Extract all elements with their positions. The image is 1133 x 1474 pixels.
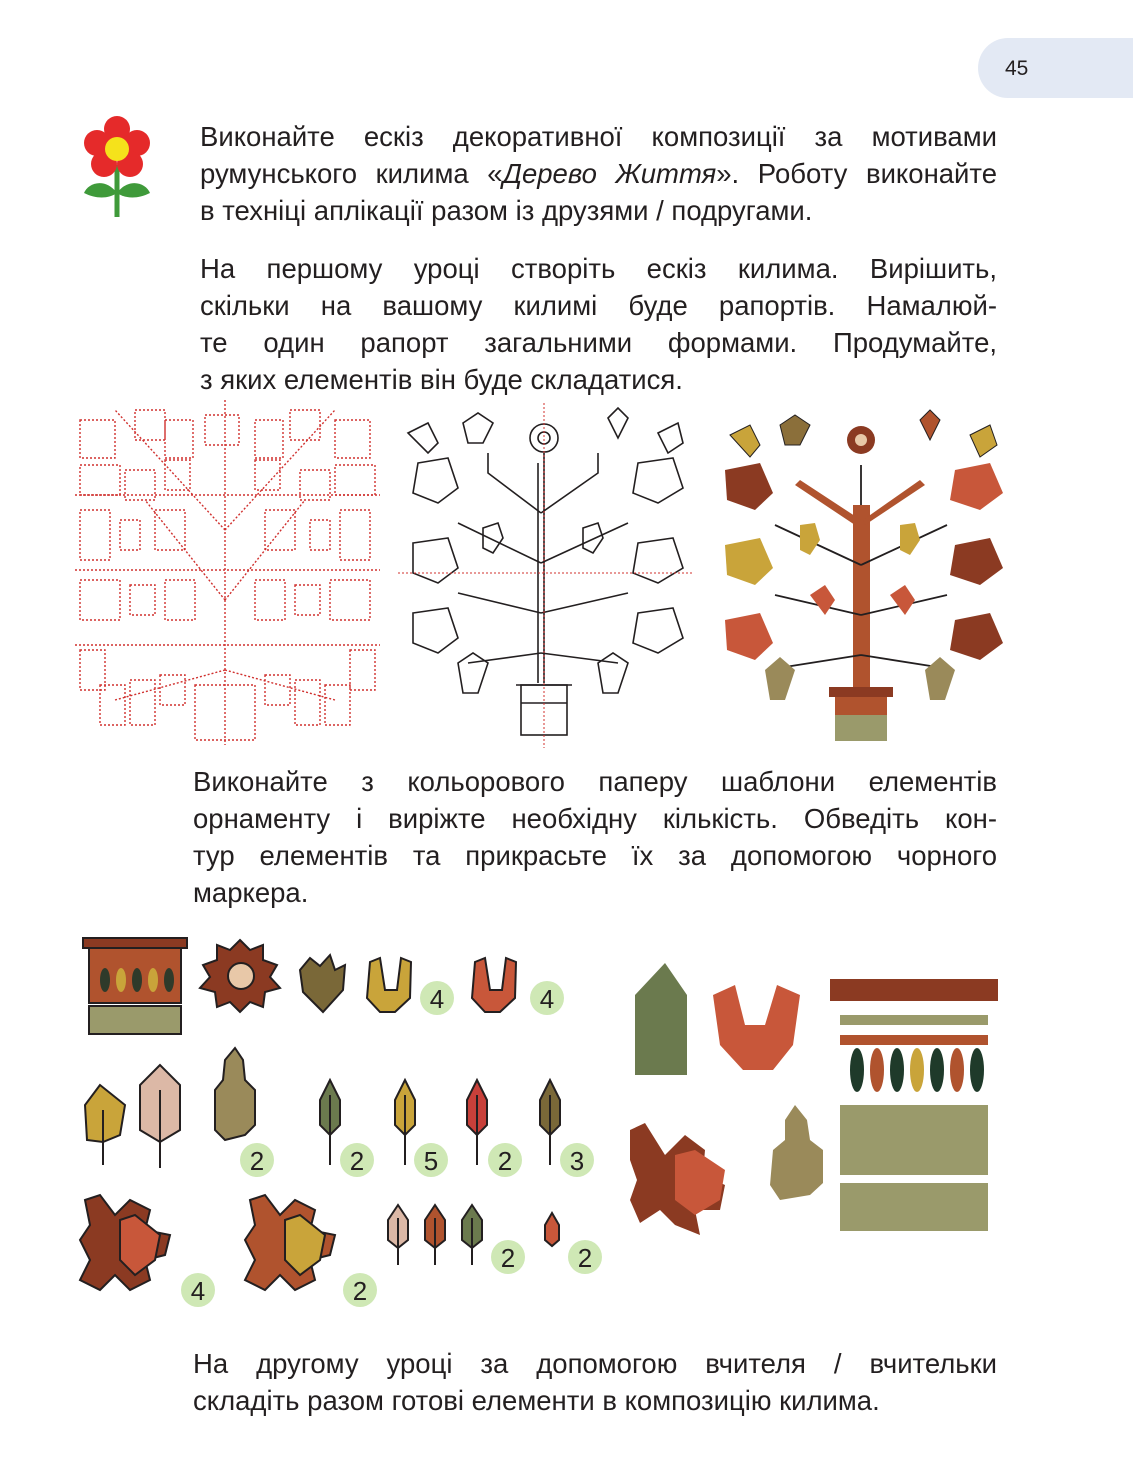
sketch-grid-illustration bbox=[75, 400, 380, 745]
templates-line-2: орнаменту і виріжте необхідну кількість. Обведіть кон- bbox=[193, 803, 997, 834]
count-star-yellow: 2 bbox=[352, 1276, 368, 1306]
carpet-title: Дерево Життя bbox=[502, 158, 717, 189]
templates-line-3: тур елементів та прикрасьте їх за допомогою чорного bbox=[193, 840, 997, 871]
lesson-two-paragraph bbox=[193, 1345, 997, 1419]
sketch-color-illustration bbox=[715, 405, 1008, 745]
intro-line-2: румунського килима «Дерево Життя». Роботу виконайте bbox=[200, 158, 997, 189]
count-tulip-yellow: 4 bbox=[429, 984, 445, 1014]
lesson-one-line-1: На першому уроці створіть ескіз килима. Вирішить, bbox=[200, 253, 997, 284]
count-small-leaves: 2 bbox=[500, 1243, 516, 1273]
ornament-elements-illustration bbox=[75, 930, 610, 1320]
lesson-two-line-1: На другому уроці за допомогою вчителя / вчительки bbox=[193, 1348, 997, 1379]
large-templates-illustration bbox=[625, 955, 1005, 1235]
lesson-two-line-2: складіть разом готові елементи в композицію килима. bbox=[193, 1385, 880, 1416]
templates-line-4: маркера. bbox=[193, 877, 309, 908]
templates-paragraph bbox=[193, 763, 997, 911]
sketch-outline-illustration bbox=[398, 403, 694, 748]
count-leaf-yellow: 5 bbox=[423, 1146, 439, 1176]
lesson-one-line-3: те один рапорт загальними формами. Продумайте, bbox=[200, 327, 997, 358]
templates-line-1: Виконайте з кольорового паперу шаблони елементів bbox=[193, 766, 997, 797]
intro-line-1: Виконайте ескіз декоративної композиції за мотивами bbox=[200, 121, 997, 152]
lesson-one-paragraph bbox=[200, 250, 997, 398]
count-star-red: 4 bbox=[190, 1276, 206, 1306]
intro-paragraph bbox=[200, 118, 997, 229]
count-tiny-leaf: 2 bbox=[577, 1243, 593, 1273]
flower-icon bbox=[80, 115, 155, 220]
lesson-one-line-4: з яких елементів він буде складатися. bbox=[200, 364, 683, 395]
page-number: 45 bbox=[1005, 57, 1029, 80]
count-leaf-green: 2 bbox=[349, 1146, 365, 1176]
lesson-one-line-2: скільки на вашому килимі буде рапортів. Намалюй- bbox=[200, 290, 997, 321]
page-number-tab bbox=[978, 38, 1133, 98]
count-tulip-orange: 4 bbox=[539, 984, 555, 1014]
count-tall-leaf: 2 bbox=[249, 1146, 265, 1176]
count-leaf-red: 2 bbox=[497, 1146, 513, 1176]
count-leaf-dark: 3 bbox=[569, 1146, 585, 1176]
intro-line-3: в техніці аплікації разом із друзями / подругами. bbox=[200, 195, 813, 226]
flower-element bbox=[200, 940, 280, 1012]
vase-element bbox=[83, 938, 187, 1034]
